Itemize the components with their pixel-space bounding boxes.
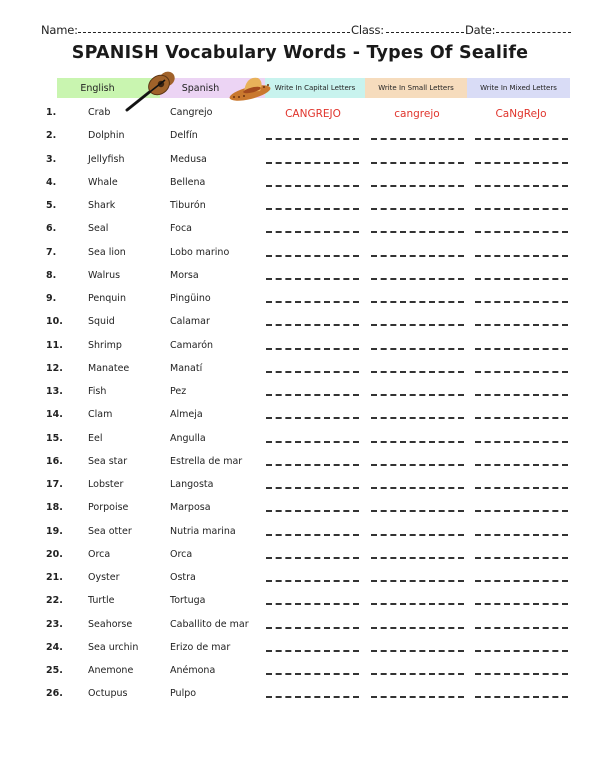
mixed-answer-blank[interactable] <box>475 255 568 257</box>
row-number: 17. <box>46 479 63 490</box>
mixed-answer-blank[interactable] <box>475 441 568 443</box>
row-number: 3. <box>46 153 57 165</box>
table-row <box>0 270 600 288</box>
column-header-mixed: Write In Mixed Letters <box>467 78 570 98</box>
row-number: 1. <box>46 107 57 118</box>
english-word: Lobster <box>88 479 124 490</box>
table-row <box>0 363 600 381</box>
english-word: Oyster <box>88 572 120 583</box>
small-answer-blank[interactable] <box>371 231 464 233</box>
capital-answer-blank[interactable] <box>266 348 359 350</box>
table-row <box>0 619 600 637</box>
mixed-answer-blank[interactable] <box>475 231 568 233</box>
mixed-answer-blank[interactable] <box>475 301 568 303</box>
capital-answer-blank[interactable] <box>266 441 359 443</box>
small-answer-blank[interactable] <box>371 371 464 373</box>
capital-answer-blank[interactable] <box>266 417 359 419</box>
small-answer-blank[interactable] <box>371 580 464 582</box>
capital-answer-blank[interactable] <box>266 580 359 582</box>
spanish-word: Tortuga <box>170 595 206 607</box>
name-field[interactable] <box>78 32 350 33</box>
english-word: Shrimp <box>88 339 122 351</box>
spanish-word: Langosta <box>170 479 214 490</box>
row-number: 25. <box>46 665 63 676</box>
page-title: SPANISH Vocabulary Words - Types Of Sealife <box>71 43 529 63</box>
capital-answer-blank[interactable] <box>266 510 359 512</box>
mixed-answer-blank[interactable] <box>475 696 568 698</box>
small-answer-blank[interactable] <box>371 696 464 698</box>
mixed-answer-blank[interactable] <box>475 138 568 140</box>
capital-answer-blank[interactable] <box>266 324 359 326</box>
small-answer-blank[interactable] <box>371 162 464 164</box>
row-number: 16. <box>46 455 63 467</box>
row-number: 5. <box>46 200 57 211</box>
table-row <box>0 293 600 311</box>
capital-answer-blank[interactable] <box>266 371 359 373</box>
table-row <box>0 479 600 497</box>
example-small: cangrejo <box>394 108 440 120</box>
example-capital: CANGREJO <box>285 108 341 120</box>
capital-answer-blank[interactable] <box>266 231 359 233</box>
english-word: Sea otter <box>88 525 132 537</box>
mixed-answer-blank[interactable] <box>475 557 568 559</box>
small-answer-blank[interactable] <box>371 324 464 326</box>
spanish-word: Medusa <box>170 153 207 165</box>
row-number: 10. <box>46 316 63 328</box>
mixed-answer-blank[interactable] <box>475 510 568 512</box>
spanish-word: Calamar <box>170 316 210 328</box>
row-number: 26. <box>46 688 63 700</box>
table-row <box>0 409 600 427</box>
capital-answer-blank[interactable] <box>266 162 359 164</box>
table-row <box>0 177 600 195</box>
english-word: Shark <box>88 200 116 211</box>
small-answer-blank[interactable] <box>371 603 464 605</box>
row-number: 13. <box>46 386 63 397</box>
english-word: Sea lion <box>88 246 126 258</box>
row-number: 4. <box>46 176 57 188</box>
spanish-word: Camarón <box>170 339 214 351</box>
table-row <box>0 572 600 590</box>
small-answer-blank[interactable] <box>371 534 464 536</box>
spanish-word: Ostra <box>170 572 196 583</box>
english-word: Porpoise <box>88 502 129 514</box>
small-answer-blank[interactable] <box>371 301 464 303</box>
small-answer-blank[interactable] <box>371 464 464 466</box>
mixed-answer-blank[interactable] <box>475 603 568 605</box>
capital-answer-blank[interactable] <box>266 603 359 605</box>
mixed-answer-blank[interactable] <box>475 627 568 629</box>
capital-answer-blank[interactable] <box>266 557 359 559</box>
row-number: 7. <box>46 246 57 258</box>
mixed-answer-blank[interactable] <box>475 464 568 466</box>
spanish-word: Anémona <box>170 665 216 676</box>
sombrero-icon <box>228 72 274 102</box>
table-row <box>0 665 600 683</box>
spanish-word: Manatí <box>170 362 203 374</box>
mixed-answer-blank[interactable] <box>475 673 568 675</box>
example-mixed: CaNgReJo <box>495 108 547 120</box>
column-header-english-label: English <box>80 82 115 94</box>
mixed-answer-blank[interactable] <box>475 371 568 373</box>
english-word: Sea star <box>88 455 128 467</box>
mixed-answer-blank[interactable] <box>475 580 568 582</box>
capital-answer-blank[interactable] <box>266 255 359 257</box>
english-word: Clam <box>88 409 113 421</box>
small-answer-blank[interactable] <box>371 417 464 419</box>
spanish-word: Lobo marino <box>170 246 230 258</box>
table-row <box>0 130 600 148</box>
small-answer-blank[interactable] <box>371 278 464 280</box>
table-row <box>0 688 600 706</box>
table-row <box>0 154 600 172</box>
small-answer-blank[interactable] <box>371 185 464 187</box>
row-number: 2. <box>46 130 57 142</box>
capital-answer-blank[interactable] <box>266 627 359 629</box>
spanish-word: Angulla <box>170 432 206 444</box>
small-answer-blank[interactable] <box>371 138 464 140</box>
english-word: Orca <box>88 548 111 560</box>
table-row <box>0 642 600 660</box>
english-word: Jellyfish <box>88 153 125 165</box>
row-number: 15. <box>46 432 63 444</box>
table-row <box>0 595 600 613</box>
row-number: 8. <box>46 269 57 281</box>
small-answer-blank[interactable] <box>371 487 464 489</box>
spanish-word: Delfín <box>170 130 198 142</box>
small-answer-blank[interactable] <box>371 208 464 210</box>
capital-answer-blank[interactable] <box>266 138 359 140</box>
row-number: 14. <box>46 409 63 421</box>
mixed-answer-blank[interactable] <box>475 487 568 489</box>
capital-answer-blank[interactable] <box>266 278 359 280</box>
small-answer-blank[interactable] <box>371 673 464 675</box>
row-number: 22. <box>46 595 63 607</box>
spanish-word: Erizo de mar <box>170 641 231 653</box>
capital-answer-blank[interactable] <box>266 650 359 652</box>
spanish-word: Morsa <box>170 269 199 281</box>
capital-answer-blank[interactable] <box>266 301 359 303</box>
class-field[interactable] <box>386 32 464 33</box>
mixed-answer-blank[interactable] <box>475 417 568 419</box>
mixed-answer-blank[interactable] <box>475 278 568 280</box>
spanish-word: Nutria marina <box>170 525 236 537</box>
column-header-small: Write In Small Letters <box>365 78 467 98</box>
name-label: Name: <box>41 23 78 37</box>
english-word: Octupus <box>88 688 128 700</box>
table-row <box>0 200 600 218</box>
mixed-answer-blank[interactable] <box>475 162 568 164</box>
table-row <box>0 526 600 544</box>
table-row <box>0 386 600 404</box>
small-answer-blank[interactable] <box>371 650 464 652</box>
student-info-line <box>41 23 571 39</box>
guitar-icon <box>123 70 175 112</box>
date-label: Date: <box>465 23 496 37</box>
english-word: Seal <box>88 223 109 235</box>
english-word: Penquin <box>88 293 126 304</box>
row-number: 24. <box>46 641 63 653</box>
mixed-answer-blank[interactable] <box>475 324 568 326</box>
capital-answer-blank[interactable] <box>266 696 359 698</box>
row-number: 21. <box>46 572 63 583</box>
english-word: Whale <box>88 176 118 188</box>
capital-answer-blank[interactable] <box>266 464 359 466</box>
row-number: 11. <box>46 339 63 351</box>
spanish-word: Caballito de mar <box>170 618 249 630</box>
table-row <box>0 433 600 451</box>
mixed-answer-blank[interactable] <box>475 650 568 652</box>
spanish-word: Almeja <box>170 409 203 421</box>
small-answer-blank[interactable] <box>371 255 464 257</box>
table-row <box>0 107 600 125</box>
small-answer-blank[interactable] <box>371 394 464 396</box>
spanish-word: Foca <box>170 223 192 235</box>
english-word: Anemone <box>88 665 134 676</box>
english-word: Seahorse <box>88 618 133 630</box>
row-number: 20. <box>46 548 63 560</box>
small-answer-blank[interactable] <box>371 441 464 443</box>
capital-answer-blank[interactable] <box>266 534 359 536</box>
spanish-word: Cangrejo <box>170 107 213 118</box>
spanish-word: Pez <box>170 386 187 397</box>
spanish-word: Estrella de mar <box>170 455 243 467</box>
english-word: Dolphin <box>88 130 125 142</box>
table-row <box>0 340 600 358</box>
mixed-answer-blank[interactable] <box>475 534 568 536</box>
english-word: Manatee <box>88 362 130 374</box>
spanish-word: Bellena <box>170 176 206 188</box>
spanish-word: Pulpo <box>170 688 197 700</box>
table-row <box>0 247 600 265</box>
table-row <box>0 502 600 520</box>
english-word: Squid <box>88 316 115 328</box>
row-number: 19. <box>46 525 63 537</box>
small-answer-blank[interactable] <box>371 510 464 512</box>
small-answer-blank[interactable] <box>371 627 464 629</box>
english-word: Fish <box>88 386 107 397</box>
mixed-answer-blank[interactable] <box>475 394 568 396</box>
english-word: Eel <box>88 432 103 444</box>
table-row <box>0 549 600 567</box>
row-number: 23. <box>46 618 63 630</box>
class-label: Class: <box>351 23 384 37</box>
small-answer-blank[interactable] <box>371 557 464 559</box>
small-answer-blank[interactable] <box>371 348 464 350</box>
table-row <box>0 316 600 334</box>
row-number: 9. <box>46 293 57 304</box>
english-word: Sea urchin <box>88 641 139 653</box>
capital-answer-blank[interactable] <box>266 394 359 396</box>
capital-answer-blank[interactable] <box>266 208 359 210</box>
row-number: 18. <box>46 502 63 514</box>
mixed-answer-blank[interactable] <box>475 185 568 187</box>
english-word: Walrus <box>88 269 121 281</box>
column-header-spanish-label: Spanish <box>181 82 220 94</box>
english-word: Turtle <box>88 595 115 607</box>
mixed-answer-blank[interactable] <box>475 348 568 350</box>
column-header-capital: Write In Capital Letters <box>265 78 365 98</box>
row-number: 6. <box>46 223 57 235</box>
capital-answer-blank[interactable] <box>266 673 359 675</box>
english-word: Crab <box>88 107 111 118</box>
capital-answer-blank[interactable] <box>266 487 359 489</box>
table-row <box>0 456 600 474</box>
capital-answer-blank[interactable] <box>266 185 359 187</box>
spanish-word: Marposa <box>170 502 211 514</box>
mixed-answer-blank[interactable] <box>475 208 568 210</box>
row-number: 12. <box>46 362 63 374</box>
spanish-word: Pingüino <box>170 293 211 304</box>
spanish-word: Orca <box>170 548 193 560</box>
spanish-word: Tiburón <box>170 200 206 211</box>
date-field[interactable] <box>496 32 571 33</box>
table-row <box>0 223 600 241</box>
